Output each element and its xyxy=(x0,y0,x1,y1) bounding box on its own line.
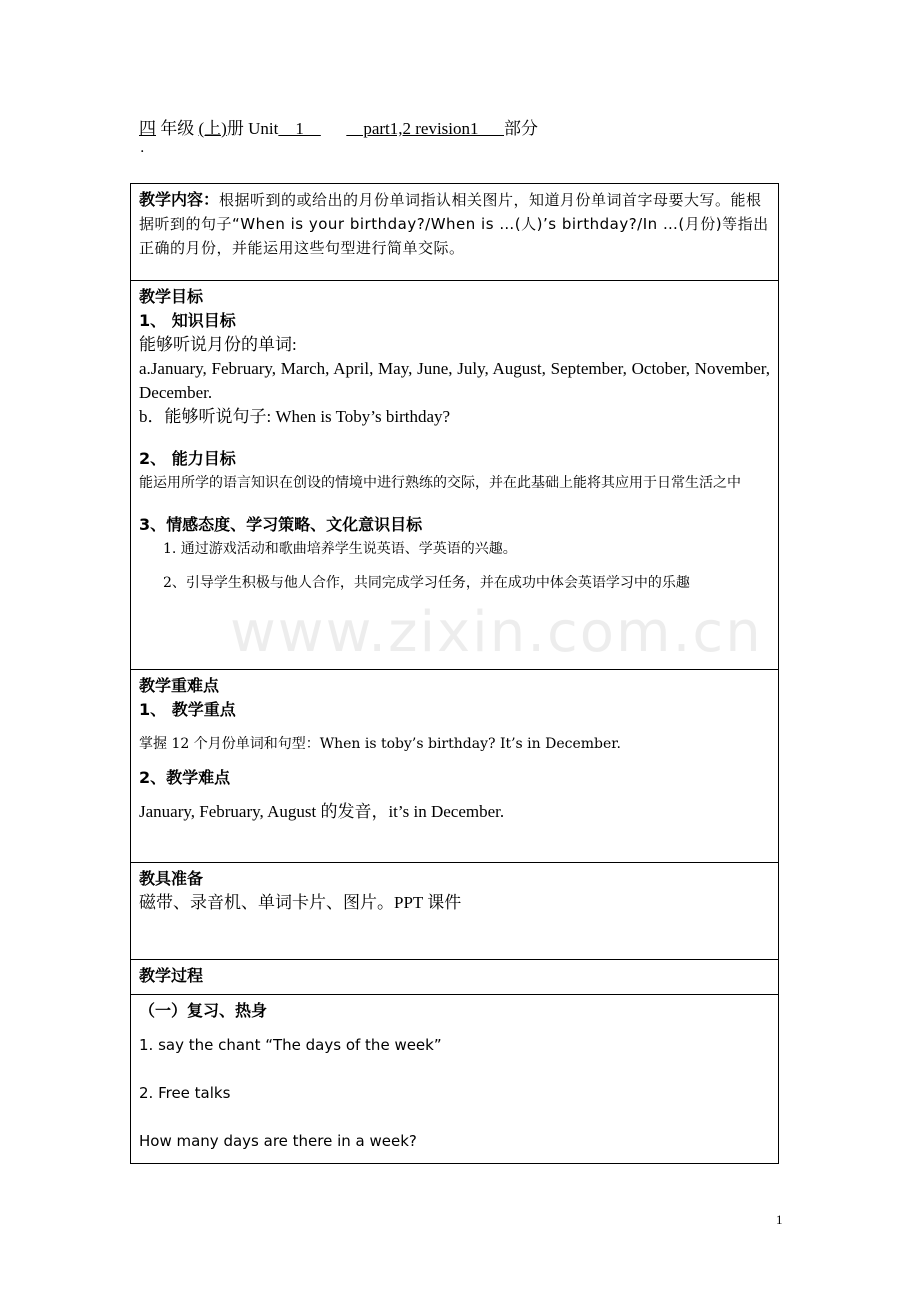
objectives-cell xyxy=(131,281,779,670)
grade-suffix: 年级 xyxy=(156,119,199,138)
focus-title: 1、 教学重点 xyxy=(139,700,236,719)
objectives-title: 教学目标 xyxy=(139,287,204,306)
content-cell xyxy=(131,184,779,281)
ability-title: 2、 能力目标 xyxy=(139,449,236,468)
process-cell xyxy=(131,995,779,1164)
section-suffix: 部分 xyxy=(504,119,539,138)
materials-text: 磁带、录音机、单词卡片、图片。PPT 课件 xyxy=(139,893,462,912)
header-dot: . xyxy=(140,140,145,156)
process-item-2: 2. Free talks xyxy=(139,1084,231,1102)
knowledge-title: 1、 知识目标 xyxy=(139,311,236,330)
objectives-row xyxy=(131,281,779,670)
materials-title: 教具准备 xyxy=(139,869,204,888)
process-title-cell xyxy=(131,960,779,995)
materials-row xyxy=(131,863,779,960)
volume: (上) xyxy=(198,119,227,138)
knowledge-intro: 能够听说月份的单词: xyxy=(139,335,297,354)
emotion-item-1: 1. 通过游戏活动和歌曲培养学生说英语、学英语的兴趣。 xyxy=(163,541,517,557)
focus-text: 掌握 12 个月份单词和句型：When is toby’s birthday? It’s in December. xyxy=(139,736,621,752)
document-header xyxy=(139,114,538,139)
key-points-title: 教学重难点 xyxy=(139,676,220,695)
content-row xyxy=(131,184,779,281)
emotion-item-2: 2、引导学生积极与他人合作，共同完成学习任务，并在成功中体会英语学习中的乐趣 xyxy=(163,575,690,591)
emotion-title: 3、情感态度、学习策略、文化意识目标 xyxy=(139,515,423,534)
process-item-3: How many days are there in a week? xyxy=(139,1132,417,1150)
watermark: www.zixin.com.cn xyxy=(230,600,763,665)
page-number: 1 xyxy=(776,1212,783,1227)
lesson-plan-table xyxy=(130,183,779,1164)
content-label: 教学内容： xyxy=(139,190,220,209)
volume-suffix: 册 Unit xyxy=(226,119,279,138)
process-title: 教学过程 xyxy=(139,966,204,985)
content-text: 根据听到的或给出的月份单词指认相关图片，知道月份单词首字母要大写。能根据听到的句子“When is your birthday?/When is …(人)’s birthday?/In …(月份)等指出正确的月份，并能运用这些句型进行简单交际。 xyxy=(139,191,769,257)
grade: 四 xyxy=(139,119,156,138)
key-points-row xyxy=(131,670,779,863)
ability-text: 能运用所学的语言知识在创设的情境中进行熟练的交际，并在此基础上能将其应用于日常生活之中 xyxy=(139,475,741,491)
key-points-cell xyxy=(131,670,779,863)
difficult-text: January, February, August 的发音，it’s in December. xyxy=(139,802,505,821)
step1-title: （一）复习、热身 xyxy=(139,1001,268,1020)
knowledge-a: a.January, February, March, April, May, June, July, August, September, October, November, December. xyxy=(139,359,770,402)
difficult-title: 2、教学难点 xyxy=(139,768,231,787)
process-row xyxy=(131,995,779,1164)
process-title-row xyxy=(131,960,779,995)
unit-number: 1 xyxy=(278,119,321,138)
materials-cell xyxy=(131,863,779,960)
process-item-1: 1. say the chant “The days of the week” xyxy=(139,1036,442,1054)
part: part1,2 revision1 xyxy=(346,119,505,138)
knowledge-b: b．能够听说句子: When is Toby’s birthday? xyxy=(139,407,451,426)
